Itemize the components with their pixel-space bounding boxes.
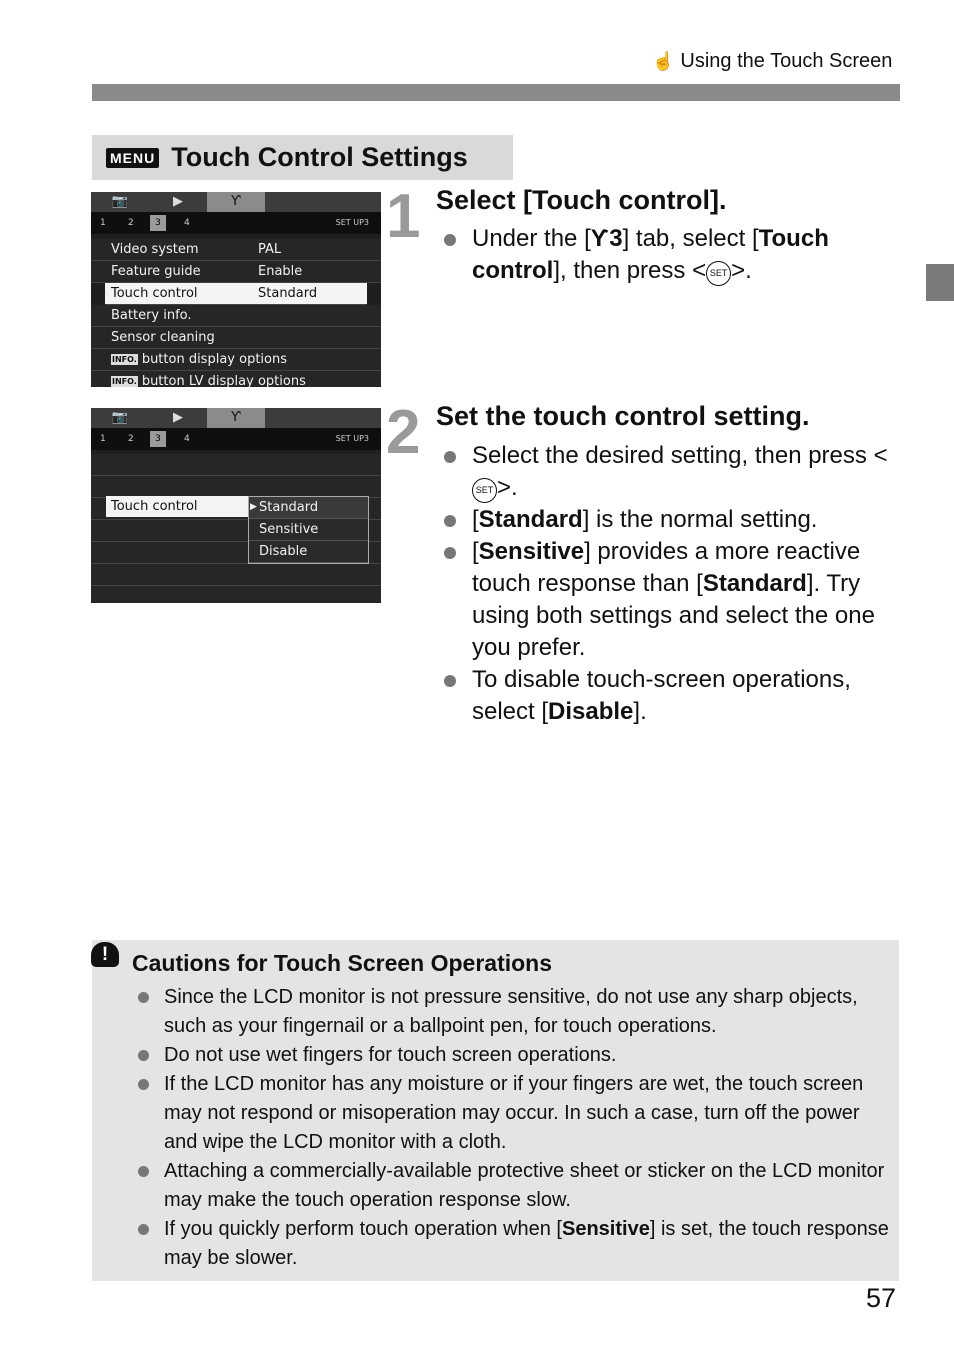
menu-row-label: Video system bbox=[111, 242, 199, 257]
header-title: Using the Touch Screen bbox=[680, 50, 893, 72]
setup-wrench-icon: Ƴ bbox=[207, 408, 265, 428]
menu-row bbox=[91, 261, 381, 283]
menu-row-label: button display options bbox=[141, 352, 287, 367]
step-1-title: Select [Touch control]. bbox=[436, 185, 727, 215]
option-standard: ▶ Standard bbox=[249, 497, 368, 519]
list-item: Select the desired setting, then press <SET >. bbox=[436, 440, 900, 504]
setup-wrench-icon: Ƴ bbox=[207, 192, 265, 212]
menu-row-value: Enable bbox=[258, 264, 303, 279]
selected-arrow-icon: ▶ bbox=[250, 502, 257, 512]
menu-row-highlighted bbox=[105, 283, 367, 305]
menu-row-value: PAL bbox=[258, 242, 282, 257]
list-item: If you quickly perform touch operation when [Sensitive] is set, the touch response may be slower. bbox=[132, 1215, 892, 1273]
info-icon: INFO. bbox=[112, 377, 137, 386]
subtab-bar bbox=[91, 212, 381, 234]
section-title bbox=[92, 135, 513, 180]
caution-title: Cautions for Touch Screen Operations bbox=[132, 950, 553, 976]
option-sensitive: Sensitive bbox=[249, 519, 368, 541]
info-icon: INFO. bbox=[112, 355, 137, 364]
caution-list bbox=[132, 983, 892, 1273]
list-item: Do not use wet fingers for touch screen operations. bbox=[132, 1041, 892, 1070]
subtab-1: 1 bbox=[100, 434, 106, 444]
touch-control-options-list bbox=[248, 496, 369, 564]
camera-screen-setup-menu bbox=[91, 192, 381, 387]
camera-icon: 📷 bbox=[111, 194, 129, 209]
menu-row bbox=[91, 349, 381, 371]
menu-row-value: Standard bbox=[258, 286, 318, 301]
caution-icon: ! bbox=[91, 942, 119, 967]
subtab-1: 1 bbox=[100, 218, 106, 228]
subtab-2: 2 bbox=[128, 434, 134, 444]
list-item: Under the [Ƴ3] tab, select [Touch control], then press < SET >. bbox=[436, 223, 876, 287]
menu-row-label: button LV display options bbox=[141, 374, 306, 387]
option-disable: Disable bbox=[249, 541, 368, 563]
step-1-bullets bbox=[436, 223, 876, 287]
playback-icon: ▶ bbox=[173, 410, 183, 425]
set-button-icon: SET bbox=[472, 478, 497, 503]
subtab-3: 3 bbox=[150, 431, 166, 447]
subtab-4: 4 bbox=[184, 218, 190, 228]
menu-row bbox=[91, 239, 381, 261]
camera-icon: 📷 bbox=[111, 410, 129, 425]
setup-page-label: SET UP3 bbox=[335, 434, 369, 443]
list-item: To disable touch-screen operations, select [Disable]. bbox=[436, 664, 900, 728]
step-2-title: Set the touch control setting. bbox=[436, 401, 810, 431]
page-number: 57 bbox=[866, 1283, 897, 1313]
setup-page-label: SET UP3 bbox=[335, 218, 369, 227]
list-item: [Standard] is the normal setting. bbox=[436, 504, 900, 536]
menu-row bbox=[91, 327, 381, 349]
menu-row-label: Battery info. bbox=[111, 308, 192, 323]
menu-row bbox=[91, 305, 381, 327]
hand-touch-icon: ☝ bbox=[652, 51, 675, 71]
subtab-2: 2 bbox=[128, 218, 134, 228]
set-button-icon: SET bbox=[706, 261, 731, 286]
menu-row-label: Feature guide bbox=[111, 264, 201, 279]
subtab-bar bbox=[91, 428, 381, 450]
setup-tab-ref: Ƴ3 bbox=[590, 225, 623, 252]
chapter-tab-marker bbox=[926, 264, 954, 301]
menu-tab-bar bbox=[91, 408, 381, 428]
section-title-text: Touch Control Settings bbox=[171, 142, 468, 172]
menu-row-label: Touch control bbox=[111, 286, 198, 301]
list-item: Attaching a commercially-available protective sheet or sticker on the LCD monitor may make the touch operation response slow. bbox=[132, 1157, 892, 1215]
playback-icon: ▶ bbox=[173, 194, 183, 209]
list-item: [Sensitive] provides a more reactive touch response than [Standard]. Try using both settings and select the one you prefer. bbox=[436, 536, 900, 664]
touch-control-setting-label: Touch control bbox=[106, 496, 248, 517]
menu-row-label: Sensor cleaning bbox=[111, 330, 215, 345]
step-number-2: 2 bbox=[386, 398, 421, 467]
menu-row bbox=[91, 371, 381, 387]
caution-box bbox=[92, 940, 899, 1281]
running-header bbox=[652, 50, 892, 73]
step-number-1: 1 bbox=[386, 182, 421, 251]
header-rule bbox=[92, 84, 900, 101]
subtab-3: 3 bbox=[150, 215, 166, 231]
menu-tab-bar bbox=[91, 192, 381, 212]
list-item: Since the LCD monitor is not pressure sensitive, do not use any sharp objects, such as your fingernail or a ballpoint pen, for touch operations. bbox=[132, 983, 892, 1041]
list-item: If the LCD monitor has any moisture or if your fingers are wet, the touch screen may not respond or misoperation may occur. In such a case, turn off the power and wipe the LCD monitor with a cloth. bbox=[132, 1070, 892, 1157]
subtab-4: 4 bbox=[184, 434, 190, 444]
camera-screen-touch-control-options bbox=[91, 408, 381, 603]
step-2-bullets bbox=[436, 440, 900, 728]
menu-icon: MENU bbox=[106, 148, 159, 168]
